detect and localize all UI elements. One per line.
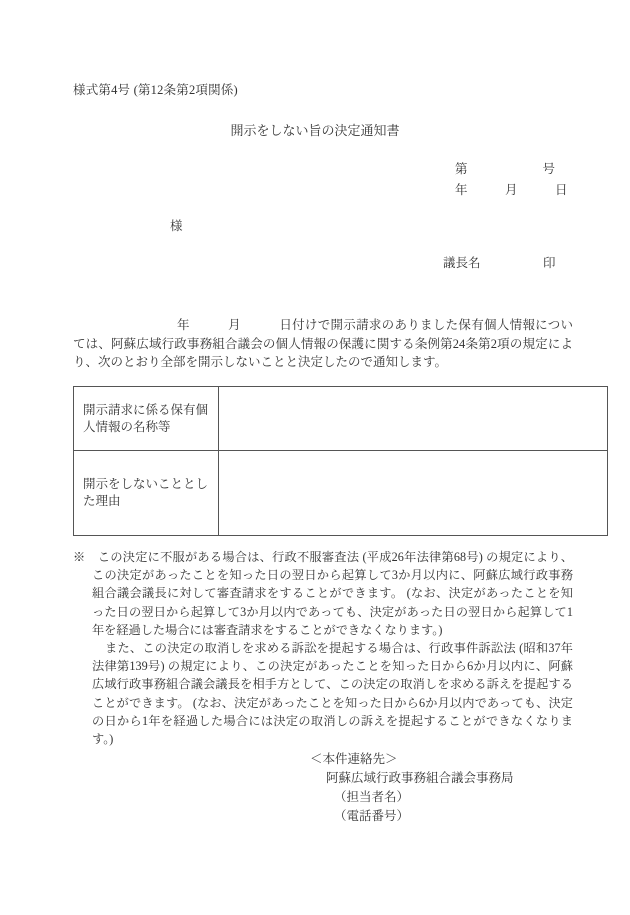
document-title: 開示をしない旨の決定通知書	[230, 123, 400, 138]
addressee-honorific: 様	[170, 219, 183, 233]
issuer-signature-line: 議長名 印	[443, 256, 556, 270]
legal-note-paragraph-1: ※ この決定に不服がある場合は、行政不服審査法 (平成26年法律第68号) の規定により、この決定があったことを知った日の翌日から起算して3か月以内に、阿蘇広域行政事務組合議会議長に対して審査請求をすることができます。 (なお、決定があったことを知った日の翌日から起算して3か月以内であっても、決定があった日の翌日から起算して1年を経過した場合には審査請求をすることができなくなります。)	[73, 550, 573, 637]
contact-phone: （電話番号）	[334, 809, 410, 823]
contact-office: 阿蘇広域行政事務組合議会事務局	[326, 771, 514, 785]
legal-note-paragraph-2: また、この決定の取消しを求める訴訟を提起する場合は、行政事件訴訟法 (昭和37年法律第139号) の規定により、この決定があったことを知った日から6か月以内に、阿蘇広域行政事務組合議会議長を相手方として、この決定の取消しを求める訴えを提起することができます。 (なお、決定があったことを知った日から6か月以内であっても、決定の日から1年を経過した場合には決定の取消しの訴えを提起することができなくなります。)	[92, 641, 573, 747]
form-number: 様式第4号 (第12条第2項関係)	[73, 83, 238, 97]
document-date-field: 年 月 日	[455, 183, 568, 197]
legal-note-block	[73, 548, 573, 748]
table-row-label: 開示をしないこととした理由	[74, 451, 219, 536]
contact-person: （担当者名）	[334, 790, 410, 804]
table-row	[74, 451, 608, 536]
contact-heading: ＜本件連絡先＞	[310, 752, 398, 766]
table-row-label: 開示請求に係る保有個人情報の名称等	[74, 387, 219, 451]
information-table	[73, 386, 608, 536]
body-paragraph: 年 月 日付けで開示請求のありました保有個人情報については、阿蘇広域行政事務組合議会の個人情報の保護に関する条例第24条第2項の規定により、次のとおり全部を開示しないことと決定したので通知します。	[73, 318, 573, 369]
table-row-value[interactable]	[219, 451, 608, 536]
table-row-value[interactable]	[219, 387, 608, 451]
table-row	[74, 387, 608, 451]
contact-block	[310, 750, 514, 826]
document-number-field: 第 号	[455, 162, 556, 176]
